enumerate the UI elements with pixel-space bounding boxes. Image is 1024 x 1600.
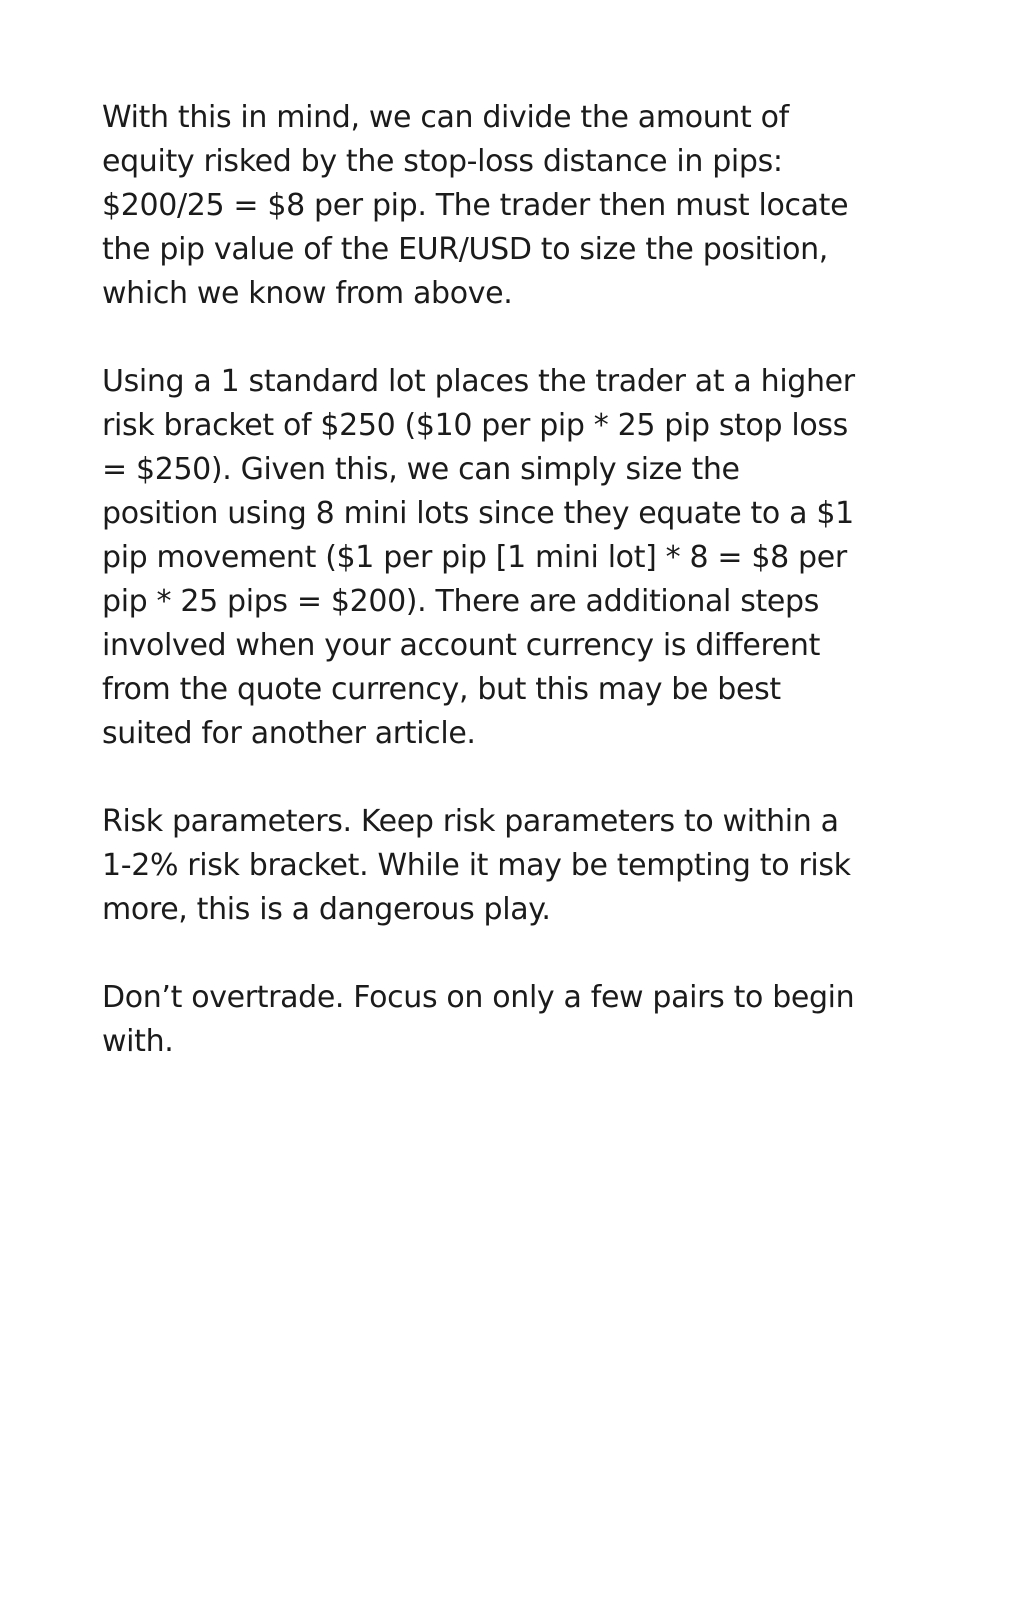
article-body	[102, 96, 862, 1108]
paragraph-risk-parameters: Risk parameters. Keep risk parameters to within a 1-2% risk bracket. While it may be tempting to risk more, this is a dangerous play.	[102, 804, 851, 927]
paragraph-position-sizing: With this in mind, we can divide the amount of equity risked by the stop-loss distance in pips: $200/25 = $8 per pip. The trader then must locate the pip value of the EUR/USD to size the position, which we know from above.	[102, 100, 849, 311]
paragraph-lot-sizing: Using a 1 standard lot places the trader at a higher risk bracket of $250 ($10 per pip * 25 pip stop loss = $250). Given this, we can simply size the position using 8 mini lots since they equate to a $1 pip movement ($1 per pip [1 mini lot] * 8 = $8 per pip * 25 pips = $200). There are additional steps involved when your account currency is different from the quote currency, but this may be best suited for another article.	[102, 364, 855, 751]
paragraph-overtrading: Don’t overtrade. Focus on only a few pairs to begin with.	[102, 980, 855, 1059]
